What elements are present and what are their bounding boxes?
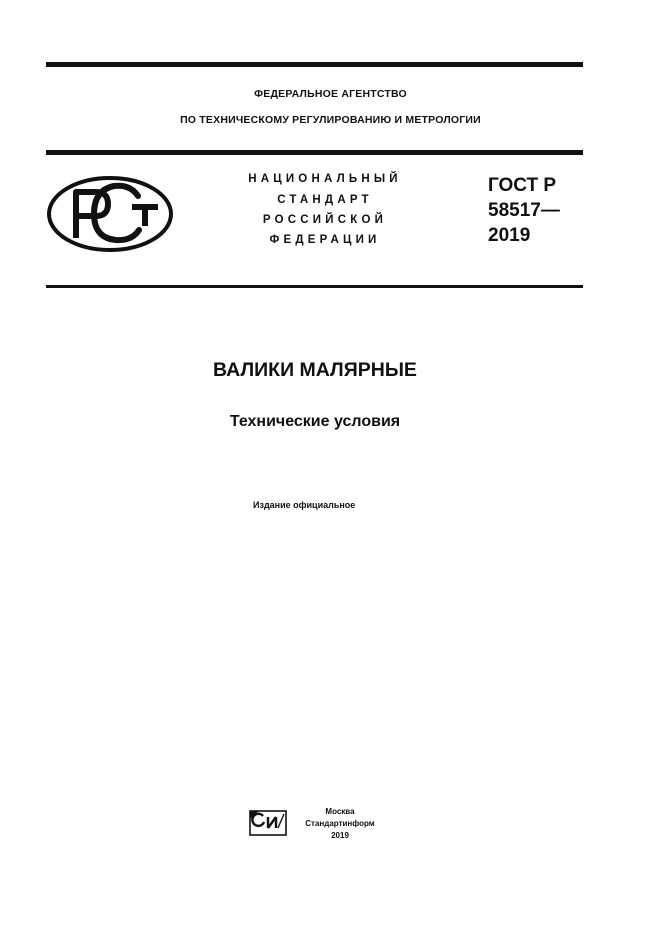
section-rule	[46, 150, 583, 155]
agency-line-1: ФЕДЕРАЛЬНОЕ АГЕНТСТВО	[254, 88, 407, 100]
standartinform-logo-icon	[249, 808, 287, 836]
gost-code-line-1: ГОСТ Р	[488, 175, 557, 196]
publisher-block	[300, 806, 380, 842]
document-title: ВАЛИКИ МАЛЯРНЫЕ	[213, 359, 417, 381]
standard-line-1: НАЦИОНАЛЬНЫЙ	[248, 173, 402, 185]
edition-label: Издание официальное	[253, 500, 356, 510]
standard-line-3: РОССИЙСКОЙ	[262, 214, 388, 226]
standard-line-2: СТАНДАРТ	[277, 194, 373, 206]
top-rule	[46, 62, 583, 67]
agency-line-2: ПО ТЕХНИЧЕСКОМУ РЕГУЛИРОВАНИЮ И МЕТРОЛОГИИ	[180, 114, 481, 126]
gost-code-line-3: 2019	[488, 225, 531, 246]
rst-gost-logo-icon	[46, 174, 174, 254]
document-subtitle: Технические условия	[229, 413, 401, 430]
standard-line-4: ФЕДЕРАЦИИ	[269, 234, 381, 246]
publisher-name: Стандартинформ	[305, 819, 375, 828]
publisher-year: 2019	[331, 831, 349, 840]
gost-code-line-2: 58517—	[488, 200, 560, 221]
header-bottom-rule	[46, 285, 583, 288]
publisher-city: Москва	[325, 807, 355, 816]
